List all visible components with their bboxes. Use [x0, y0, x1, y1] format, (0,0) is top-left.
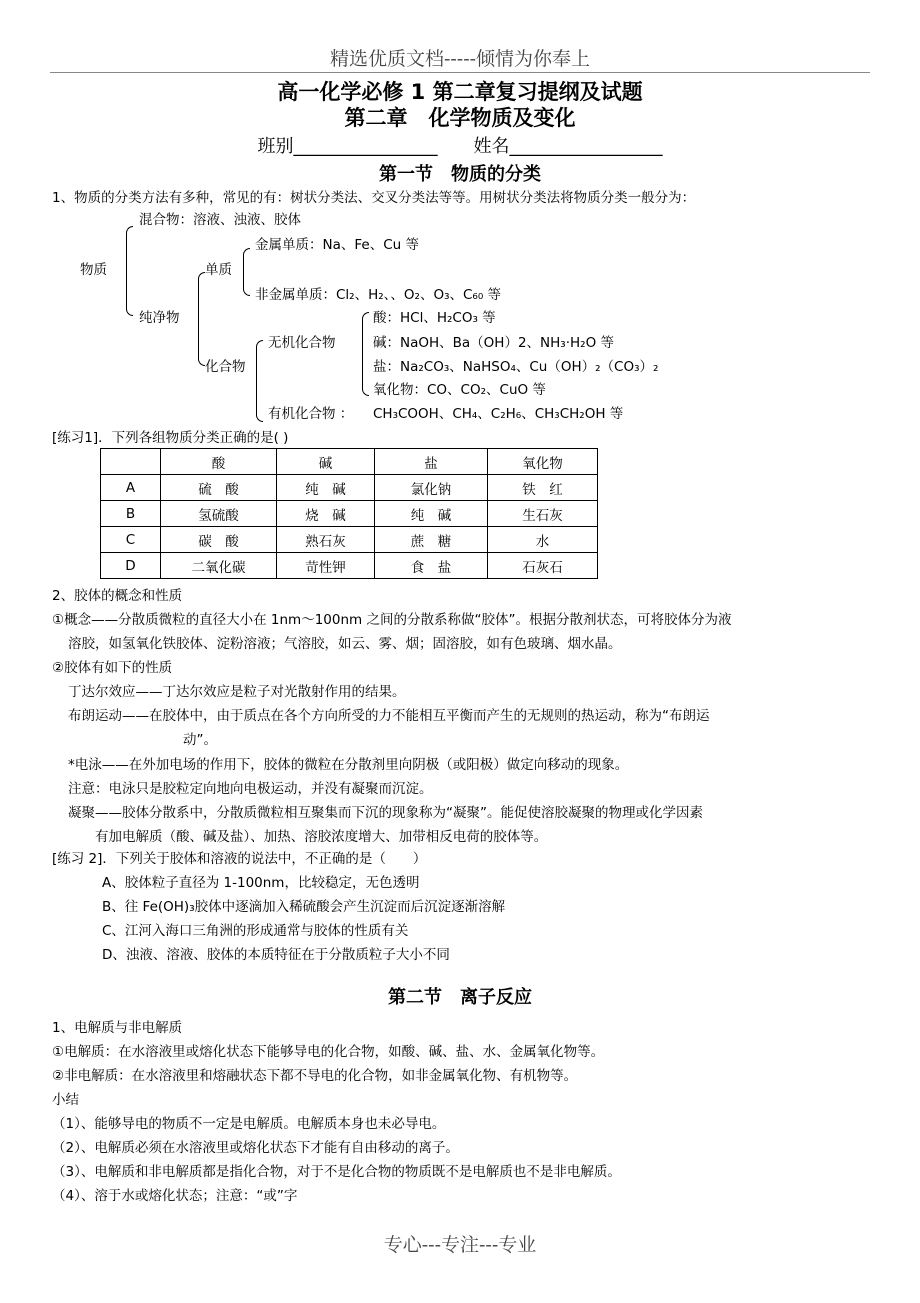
colloid-line: 注意：电泳只是胶粒定向地向电极运动，并没有凝聚而沉淀。: [68, 781, 433, 797]
page-footer: 专心---专注---专业: [383, 1234, 537, 1256]
table-header-row: [101, 449, 598, 475]
colloid-line: 凝聚——胶体分散系中，分散质微粒相互聚集而下沉的现象称为“凝聚”。能促使溶胶凝聚的物理或化学因素: [68, 805, 703, 821]
table-row: [101, 527, 598, 553]
colloid-line: 有加电解质（酸、碱及盐）、加热、溶胶浓度增大、加带相反电荷的胶体等。: [95, 829, 548, 845]
electrolyte-line: 1、电解质与非电解质: [52, 1020, 183, 1036]
table-cell: D: [101, 553, 161, 579]
electrolyte-line: ②非电解质：在水溶液里和熔融状态下都不导电的化合物，如非金属氧化物、有机物等。: [52, 1068, 578, 1084]
table-cell: 生石灰: [488, 501, 598, 527]
exercise2-stem: [练习 2]．下列关于胶体和溶液的说法中，不正确的是（ ）: [52, 851, 427, 867]
tree-mixture: 混合物：溶液、浊液、胶体: [139, 212, 301, 228]
brace-icon: [362, 312, 369, 396]
electrolyte-line: 小结: [52, 1092, 79, 1108]
table-cell: 纯 碱: [375, 501, 488, 527]
chapter-title: 第二章 化学物质及变化: [344, 106, 576, 130]
tree-salt: 盐：Na₂CO₃、NaHSO₄、Cu（OH）₂（CO₃）₂: [373, 359, 659, 375]
page-header: 精选优质文档-----倾情为你奉上: [329, 48, 591, 70]
colloid-line: *电泳——在外加电场的作用下，胶体的微粒在分散剂里向阴极（或阳极）做定向移动的现象。: [68, 757, 629, 773]
tree-oxide: 氧化物：CO、CO₂、CuO 等: [373, 382, 546, 398]
table-header: 酸: [161, 449, 277, 475]
exercise1-stem: [练习1]．下列各组物质分类正确的是( ): [52, 430, 289, 446]
tree-acid: 酸：HCl、H₂CO₃ 等: [373, 310, 496, 326]
table-row: [101, 501, 598, 527]
section2-title: 第二节 离子反应: [388, 987, 532, 1008]
colloid-line: ①概念——分散质微粒的直径大小在 1nm～100nm 之间的分散系称做“胶体”。根据分散剂状态，可将胶体分为液: [52, 612, 732, 628]
exercise2-option: D、浊液、溶液、胶体的本质特征在于分散质粒子大小不同: [102, 947, 450, 963]
electrolyte-line: （4）、溶于水或熔化状态；注意：“或”字: [52, 1188, 298, 1204]
table-row: [101, 475, 598, 501]
table-cell: 水: [488, 527, 598, 553]
table-cell: 纯 碱: [277, 475, 375, 501]
electrolyte-line: （3）、电解质和非电解质都是指化合物，对于不是化合物的物质既不是电解质也不是非电解质。: [52, 1164, 621, 1180]
electrolyte-line: （2）、电解质必须在水溶液里或熔化状态下才能有自由移动的离子。: [52, 1140, 459, 1156]
table-header: 盐: [375, 449, 488, 475]
colloid-heading: 2、胶体的概念和性质: [52, 588, 183, 604]
table-cell: C: [101, 527, 161, 553]
header-rule: [50, 72, 870, 73]
brace-icon: [126, 226, 133, 316]
table-cell: 食 盐: [375, 553, 488, 579]
brace-icon: [198, 272, 205, 366]
table-cell: A: [101, 475, 161, 501]
table-cell: 熟石灰: [277, 527, 375, 553]
tree-base: 碱：NaOH、Ba（OH）2、NH₃·H₂O 等: [373, 335, 614, 351]
table-cell: 蔗 糖: [375, 527, 488, 553]
tree-element: 单质: [205, 262, 232, 278]
doc-title: 高一化学必修 1 第二章复习提纲及试题: [277, 80, 643, 104]
tree-inorganic: 无机化合物: [268, 335, 336, 351]
tree-metal: 金属单质：Na、Fe、Cu 等: [255, 237, 419, 253]
table-header: 碱: [277, 449, 375, 475]
colloid-line: 动”。: [183, 732, 217, 748]
table-row: [101, 553, 598, 579]
tree-matter: 物质: [80, 262, 107, 278]
exercise2-option: B、往 Fe(OH)₃胶体中逐滴加入稀硫酸会产生沉淀而后沉淀逐渐溶解: [102, 899, 506, 915]
electrolyte-line: （1）、能够导电的物质不一定是电解质。电解质本身也未必导电。: [52, 1116, 446, 1132]
table-cell: 硫 酸: [161, 475, 277, 501]
brace-icon: [243, 248, 250, 296]
q1-text: 1、物质的分类方法有多种，常见的有：树状分类法、交叉分类法等等。用树状分类法将物质分类一般分为：: [52, 190, 696, 206]
table-cell: 二氧化碳: [161, 553, 277, 579]
colloid-line: ②胶体有如下的性质: [52, 660, 173, 676]
tree-nonmetal: 非金属单质：Cl₂、H₂、、O₂、O₃、C₆₀ 等: [255, 287, 502, 303]
table-cell: 烧 碱: [277, 501, 375, 527]
table-header: 氧化物: [488, 449, 598, 475]
table-cell: 铁 红: [488, 475, 598, 501]
section1-title: 第一节 物质的分类: [379, 164, 541, 185]
table-cell: 氯化钠: [375, 475, 488, 501]
table-cell: 氢硫酸: [161, 501, 277, 527]
brace-icon: [256, 340, 263, 422]
exercise2-option: A、胶体粒子直径为 1-100nm，比较稳定，无色透明: [102, 875, 420, 891]
class-name-line: 班别________________ 姓名_________________: [257, 136, 663, 157]
tree-compound: 化合物: [205, 359, 246, 375]
electrolyte-line: ①电解质：在水溶液里或熔化状态下能够导电的化合物，如酸、碱、盐、水、金属氧化物等。: [52, 1044, 605, 1060]
exercise2-option: C、江河入海口三角洲的形成通常与胶体的性质有关: [102, 923, 409, 939]
table-cell: 石灰石: [488, 553, 598, 579]
colloid-line: 溶胶，如氢氧化铁胶体、淀粉溶液；气溶胶，如云、雾、烟；固溶胶，如有色玻璃、烟水晶。: [68, 636, 622, 652]
tree-pure: 纯净物: [139, 310, 180, 326]
classification-table: [100, 448, 598, 579]
tree-organic-list: CH₃COOH、CH₄、C₂H₆、CH₃CH₂OH 等: [373, 406, 624, 422]
tree-organic: 有机化合物 ：: [268, 406, 354, 422]
table-cell: B: [101, 501, 161, 527]
table-cell: 苛性钾: [277, 553, 375, 579]
table-header: [101, 449, 161, 475]
colloid-line: 布朗运动——在胶体中，由于质点在各个方向所受的力不能相互平衡而产生的无规则的热运动，称为“布朗运: [68, 708, 710, 724]
colloid-line: 丁达尔效应——丁达尔效应是粒子对光散射作用的结果。: [68, 684, 406, 700]
table-cell: 碳 酸: [161, 527, 277, 553]
